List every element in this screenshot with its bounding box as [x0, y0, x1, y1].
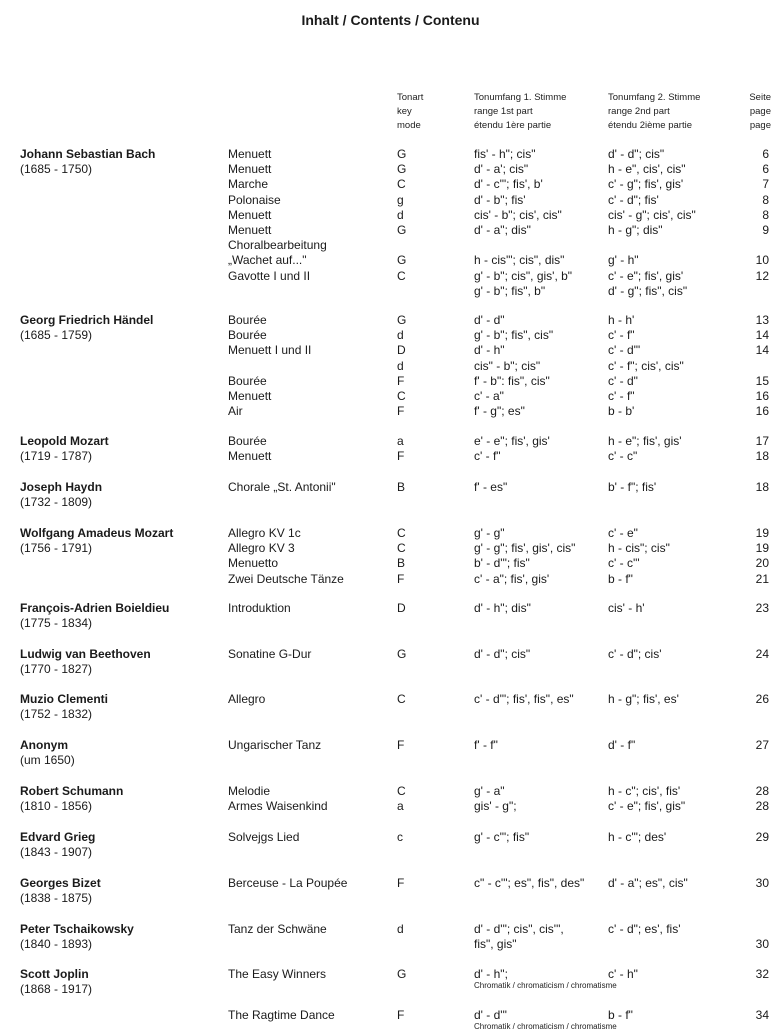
piece-range-1st-part: c" - c'"; es", fis", des" — [474, 876, 585, 890]
header-range2-fr: étendu 2ième partie — [608, 120, 692, 131]
composer-dates: (1719 - 1787) — [20, 449, 93, 463]
piece-row — [0, 434, 781, 449]
piece-range-2nd-part: c' - d"; fis' — [608, 192, 659, 207]
piece-key: G — [397, 147, 407, 161]
header-range2-en: range 2nd part — [608, 106, 670, 117]
piece-range-1st-part: fis", gis" — [474, 937, 517, 952]
piece-key: d — [397, 328, 404, 343]
piece-row — [0, 313, 781, 328]
piece-key: F — [397, 404, 405, 419]
composer-dates: (1840 - 1893) — [20, 937, 93, 951]
piece-page-number: 34 — [755, 1008, 769, 1023]
piece-key: G — [397, 313, 407, 327]
piece-row — [0, 572, 781, 587]
piece-range-1st-part: b' - d'"; fis" — [474, 556, 530, 571]
piece-range-2nd-part: b' - f"; fis' — [608, 480, 657, 494]
piece-range-2nd-part: c' - d" — [608, 373, 638, 388]
piece-range-1st-part: f' - g"; es" — [474, 404, 525, 419]
header-range1-fr: étendu 1ère partie — [474, 120, 552, 131]
piece-key: C — [397, 541, 406, 556]
piece-range-1st-part: g' - c'"; fis" — [474, 830, 530, 844]
piece-row — [0, 830, 781, 845]
piece-title: Bourée — [228, 434, 267, 448]
piece-row — [0, 253, 781, 268]
piece-range-2nd-part: b - b' — [608, 404, 635, 419]
piece-row — [0, 876, 781, 891]
piece-row — [0, 193, 781, 208]
piece-range-1st-part: gis' - g"; — [474, 799, 517, 814]
composer-dates: (1838 - 1875) — [20, 891, 93, 905]
piece-range-1st-part: d' - d"; cis" — [474, 647, 531, 661]
piece-title: Allegro KV 1c — [228, 526, 301, 540]
piece-key: g — [397, 192, 404, 207]
piece-key: C — [397, 526, 406, 540]
piece-row — [0, 223, 781, 238]
piece-range-1st-part: d' - a'; cis" — [474, 162, 529, 177]
piece-page-number: 30 — [755, 876, 769, 890]
piece-range-2nd-part: b - f" — [608, 571, 633, 586]
piece-title: Menuett — [228, 147, 272, 161]
piece-key: F — [397, 571, 405, 586]
piece-range-2nd-part: h - c'"; des' — [608, 830, 667, 844]
piece-range-2nd-part: h - c"; cis', fis' — [608, 784, 681, 798]
piece-page-number: 27 — [755, 738, 769, 752]
piece-page-number: 29 — [755, 830, 769, 844]
composer-dates: (1756 - 1791) — [20, 541, 93, 555]
piece-row — [0, 692, 781, 707]
piece-key: G — [397, 647, 407, 661]
piece-range-1st-part: g' - b"; cis", gis', b" — [474, 268, 573, 283]
piece-range-1st-part: c' - a"; fis', gis' — [474, 571, 550, 586]
piece-row — [0, 799, 781, 814]
piece-page-number: 30 — [755, 937, 769, 952]
piece-range-2nd-part: h - cis"; cis" — [608, 541, 670, 556]
header-key-fr: mode — [397, 120, 421, 131]
composer-dates: (1810 - 1856) — [20, 799, 93, 813]
piece-page-number: 14 — [755, 343, 769, 358]
piece-key: D — [397, 343, 406, 358]
piece-row — [0, 177, 781, 192]
piece-range-2nd-part: h - e"; fis', gis' — [608, 434, 682, 448]
composer-dates: (1775 - 1834) — [20, 616, 93, 630]
piece-range-2nd-part: c' - c" — [608, 449, 638, 464]
piece-range-1st-part: f' - es" — [474, 480, 508, 494]
piece-title: Menuetto — [228, 556, 279, 571]
piece-key: F — [397, 1008, 405, 1023]
piece-title: Menuett — [228, 207, 272, 222]
piece-row — [0, 738, 781, 753]
header-page-en: page — [749, 106, 771, 117]
page-title: Inhalt / Contents / Contenu — [301, 12, 480, 28]
piece-title: The Easy Winners — [228, 967, 327, 981]
piece-range-2nd-part: h - g"; dis" — [608, 223, 663, 237]
piece-key: G — [397, 162, 407, 177]
piece-range-2nd-part: c' - h" — [608, 967, 638, 981]
piece-page-number: 9 — [762, 223, 769, 237]
piece-title: Solvejgs Lied — [228, 830, 300, 844]
piece-range-2nd-part: cis' - g"; cis', cis" — [608, 207, 696, 222]
composer-dates: (1752 - 1832) — [20, 707, 93, 721]
piece-key: C — [397, 177, 406, 192]
composer-name: Robert Schumann — [20, 784, 124, 798]
header-range2-de: Tonumfang 2. Stimme — [608, 92, 701, 103]
piece-page-number: 8 — [762, 192, 769, 207]
composer-name: Muzio Clementi — [20, 692, 109, 706]
piece-row — [0, 284, 781, 299]
composer-name: Anonym — [20, 738, 68, 752]
piece-key: B — [397, 480, 406, 494]
piece-key: C — [397, 692, 406, 706]
piece-title: Tanz der Schwäne — [228, 922, 327, 936]
piece-title: Allegro KV 3 — [228, 541, 295, 556]
piece-title: Menuett — [228, 389, 272, 403]
piece-title: Allegro — [228, 692, 266, 706]
piece-row — [0, 967, 781, 982]
piece-range-1st-part: g' - g"; fis', gis', cis" — [474, 541, 576, 556]
piece-page-number: 24 — [755, 647, 769, 661]
piece-range-2nd-part: cis' - h' — [608, 601, 645, 615]
piece-page-number: 17 — [755, 434, 769, 448]
piece-range-1st-part: d' - h"; — [474, 967, 508, 981]
piece-row — [0, 147, 781, 162]
piece-range-1st-part: d' - d'" — [474, 1008, 507, 1023]
piece-range-2nd-part: c' - f" — [608, 389, 635, 403]
piece-key: G — [397, 223, 407, 237]
piece-page-number: 13 — [755, 313, 769, 327]
piece-title: Introduktion — [228, 601, 291, 615]
piece-key: d — [397, 207, 404, 222]
piece-range-1st-part: c' - d'"; fis', fis", es" — [474, 692, 574, 706]
piece-row — [0, 343, 781, 358]
piece-key: d — [397, 358, 404, 373]
piece-row — [0, 601, 781, 616]
piece-range-1st-part: d' - c'"; fis', b' — [474, 177, 543, 192]
piece-range-1st-part: cis" - b"; cis" — [474, 358, 541, 373]
piece-page-number: 18 — [755, 480, 769, 494]
piece-title: Zwei Deutsche Tänze — [228, 571, 344, 586]
piece-title: Bourée — [228, 373, 267, 388]
header-range1-de: Tonumfang 1. Stimme — [474, 92, 567, 103]
composer-dates: (1770 - 1827) — [20, 662, 93, 676]
piece-range-2nd-part: c' - g"; fis', gis' — [608, 177, 684, 192]
piece-row — [0, 238, 781, 253]
piece-page-number: 10 — [755, 253, 769, 268]
composer-name: Scott Joplin — [20, 967, 89, 981]
composer-name: Peter Tschaikowsky — [20, 922, 134, 936]
piece-title: Melodie — [228, 784, 271, 798]
piece-row — [0, 449, 781, 464]
piece-range-1st-part: d' - h" — [474, 343, 505, 358]
composer-dates: (1843 - 1907) — [20, 845, 93, 859]
piece-title: Chorale „St. Antonii" — [228, 480, 336, 494]
composer-dates: (um 1650) — [20, 753, 75, 767]
piece-key: C — [397, 784, 406, 798]
composer-name: Georg Friedrich Händel — [20, 313, 154, 327]
piece-key: F — [397, 876, 405, 890]
piece-row — [0, 328, 781, 343]
composer-name: Johann Sebastian Bach — [20, 147, 156, 161]
piece-title: Bourée — [228, 313, 267, 327]
piece-row — [0, 922, 781, 937]
piece-page-number: 6 — [762, 147, 769, 161]
piece-title: Ungarischer Tanz — [228, 738, 322, 752]
piece-page-number: 20 — [755, 556, 769, 571]
piece-page-number: 7 — [762, 177, 769, 192]
composer-name: Ludwig van Beethoven — [20, 647, 151, 661]
piece-row — [0, 526, 781, 541]
piece-page-number: 15 — [755, 373, 769, 388]
header-range1-en: range 1st part — [474, 106, 533, 117]
composer-name: Edvard Grieg — [20, 830, 96, 844]
piece-range-1st-part: g' - g" — [474, 526, 505, 540]
piece-range-1st-part: d' - b"; fis' — [474, 192, 526, 207]
composer-dates: (1685 - 1750) — [20, 162, 93, 176]
piece-range-2nd-part: c' - d'" — [608, 343, 641, 358]
piece-row — [0, 541, 781, 556]
chromaticism-note: Chromatik / chromaticism / chromatisme — [474, 1022, 617, 1032]
composer-name: Georges Bizet — [20, 876, 101, 890]
piece-page-number: 6 — [762, 162, 769, 177]
piece-page-number: 14 — [755, 328, 769, 343]
composer-dates: (1868 - 1917) — [20, 982, 93, 996]
piece-row — [0, 374, 781, 389]
piece-range-2nd-part: c' - e"; fis', gis" — [608, 799, 686, 814]
piece-range-2nd-part: c' - e"; fis', gis' — [608, 268, 684, 283]
piece-key: G — [397, 253, 407, 268]
composer-name: Joseph Haydn — [20, 480, 103, 494]
composer-dates: (1732 - 1809) — [20, 495, 93, 509]
piece-range-2nd-part: h - g"; fis', es' — [608, 692, 679, 706]
piece-range-2nd-part: d' - d"; cis" — [608, 147, 665, 161]
piece-range-1st-part: d' - h"; dis" — [474, 601, 531, 615]
piece-key: B — [397, 556, 406, 571]
composer-name: Wolfgang Amadeus Mozart — [20, 526, 174, 540]
piece-range-1st-part: d' - a"; dis" — [474, 223, 531, 237]
piece-key: F — [397, 738, 405, 752]
piece-page-number: 19 — [755, 541, 769, 556]
composer-name: François-Adrien Boieldieu — [20, 601, 170, 615]
piece-range-2nd-part: d' - g"; fis", cis" — [608, 283, 688, 298]
header-key-en: key — [397, 106, 412, 117]
piece-title: The Ragtime Dance — [228, 1008, 335, 1023]
header-key-de: Tonart — [397, 92, 424, 103]
piece-range-1st-part: d' - d" — [474, 313, 505, 327]
piece-page-number: 8 — [762, 207, 769, 222]
piece-row — [0, 480, 781, 495]
piece-range-1st-part: g' - b"; fis", cis" — [474, 328, 554, 343]
piece-title: Marche — [228, 177, 269, 192]
piece-key: a — [397, 434, 404, 448]
piece-page-number: 16 — [755, 404, 769, 419]
piece-page-number: 28 — [755, 799, 769, 814]
piece-range-2nd-part: c' - d"; cis' — [608, 647, 662, 661]
piece-key: G — [397, 967, 407, 981]
piece-key: D — [397, 601, 406, 615]
piece-range-1st-part: g' - a" — [474, 784, 505, 798]
piece-title: „Wachet auf..." — [228, 253, 307, 268]
piece-range-1st-part: d' - d'"; cis", cis'", — [474, 922, 564, 936]
piece-title: Sonatine G-Dur — [228, 647, 312, 661]
piece-row — [0, 647, 781, 662]
piece-page-number: 12 — [755, 268, 769, 283]
piece-range-2nd-part: b - f" — [608, 1008, 633, 1023]
piece-title: Menuett I und II — [228, 343, 312, 358]
piece-page-number: 16 — [755, 389, 769, 403]
piece-range-1st-part: c' - a" — [474, 389, 504, 403]
piece-title: Choralbearbeitung — [228, 238, 327, 253]
composer-name: Leopold Mozart — [20, 434, 109, 448]
chromaticism-note: Chromatik / chromaticism / chromatisme — [474, 981, 617, 991]
piece-row — [0, 784, 781, 799]
header-page-de: Seite — [749, 92, 771, 103]
piece-range-2nd-part: h - h' — [608, 313, 635, 327]
piece-title: Menuett — [228, 223, 272, 237]
piece-page-number: 19 — [755, 526, 769, 540]
piece-range-2nd-part: d' - a"; es", cis" — [608, 876, 688, 890]
piece-range-1st-part: e' - e"; fis', gis' — [474, 434, 550, 448]
piece-key: d — [397, 922, 404, 936]
piece-range-2nd-part: c' - d"; es', fis' — [608, 922, 681, 936]
piece-key: F — [397, 449, 405, 464]
piece-row — [0, 937, 781, 952]
piece-row — [0, 389, 781, 404]
piece-row — [0, 208, 781, 223]
piece-range-1st-part: cis' - b"; cis', cis" — [474, 207, 562, 222]
piece-page-number: 21 — [755, 571, 769, 586]
piece-range-1st-part: c' - f" — [474, 449, 501, 464]
piece-key: C — [397, 268, 406, 283]
header-page-fr: page — [749, 120, 771, 131]
piece-title: Menuett — [228, 162, 272, 177]
piece-range-2nd-part: h - e", cis', cis" — [608, 162, 686, 177]
piece-range-2nd-part: c' - f" — [608, 328, 635, 343]
piece-page-number: 23 — [755, 601, 769, 615]
composer-dates: (1685 - 1759) — [20, 328, 93, 342]
piece-row — [0, 1008, 781, 1023]
piece-page-number: 32 — [755, 967, 769, 981]
piece-key: F — [397, 373, 405, 388]
piece-page-number: 18 — [755, 449, 769, 464]
piece-key: c — [397, 830, 403, 844]
piece-range-2nd-part: g' - h" — [608, 253, 639, 268]
piece-range-2nd-part: c' - c'" — [608, 556, 640, 571]
piece-range-1st-part: f' - f" — [474, 738, 498, 752]
piece-range-2nd-part: c' - f"; cis', cis" — [608, 358, 684, 373]
piece-title: Polonaise — [228, 192, 281, 207]
piece-title: Menuett — [228, 449, 272, 464]
piece-title: Armes Waisenkind — [228, 799, 328, 814]
piece-row — [0, 359, 781, 374]
piece-row — [0, 269, 781, 284]
piece-range-1st-part: fis' - h"; cis" — [474, 147, 536, 161]
piece-title: Gavotte I und II — [228, 268, 311, 283]
piece-range-2nd-part: c' - e" — [608, 526, 638, 540]
piece-row — [0, 556, 781, 571]
piece-page-number: 26 — [755, 692, 769, 706]
piece-range-1st-part: h - cis'"; cis", dis" — [474, 253, 565, 268]
piece-page-number: 28 — [755, 784, 769, 798]
piece-key: C — [397, 389, 406, 403]
piece-range-1st-part: g' - b"; fis", b" — [474, 283, 546, 298]
piece-title: Air — [228, 404, 243, 419]
piece-title: Berceuse - La Poupée — [228, 876, 348, 890]
piece-range-2nd-part: d' - f" — [608, 738, 636, 752]
piece-range-1st-part: f' - b": fis", cis" — [474, 373, 550, 388]
piece-row — [0, 162, 781, 177]
piece-title: Bourée — [228, 328, 267, 343]
piece-row — [0, 404, 781, 419]
piece-key: a — [397, 799, 404, 814]
